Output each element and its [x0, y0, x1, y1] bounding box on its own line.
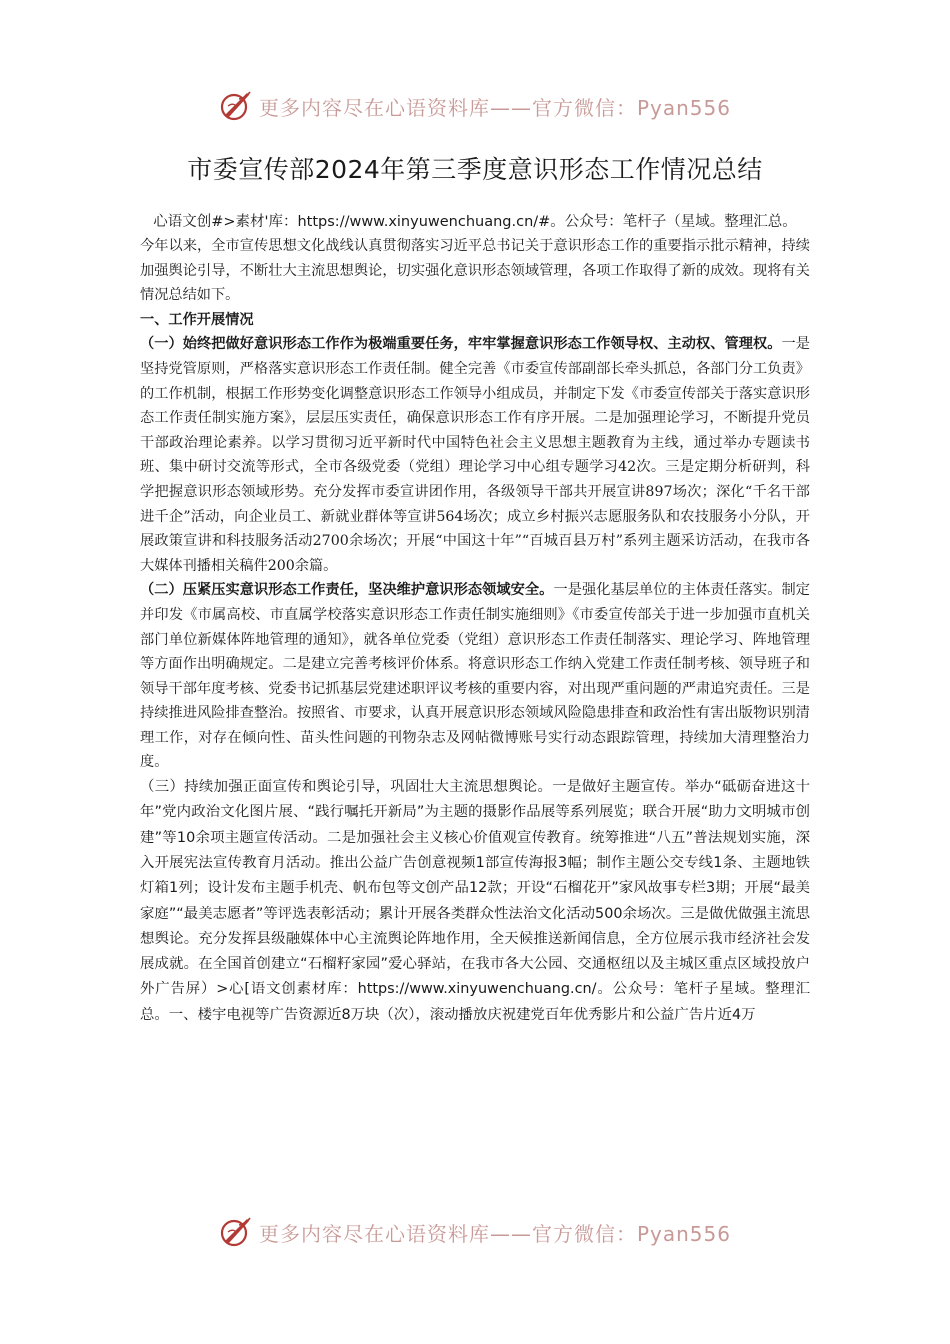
section-heading: 一、工作开展情况: [140, 311, 254, 328]
watermark-text: 更多内容尽在心语资料库——官方微信：Pyan556: [258, 1221, 731, 1246]
document-title: 市委宣传部2024年第三季度意识形态工作情况总结: [187, 155, 763, 184]
paragraph-2-lead: （二）压紧压实意识形态工作责任，坚决维护意识形态领域安全。: [140, 582, 554, 599]
watermark-text: 更多内容尽在心语资料库——官方微信：Pyan556: [258, 95, 731, 120]
paragraph-1-lead: （一）始终把做好意识形态工作作为极端重要任务，牢牢掌握意识形态工作领导权、主动权、管理权。: [140, 336, 782, 353]
paragraph-2-text: 一是强化基层单位的主体责任落实。制定并印发《市属高校、市直属学校落实意识形态工作责任制实施细则》《市委宣传部关于进一步加强市直机关部门单位新媒体阵地管理的通知》，就各单位党委（党组）意识形态工作责任制落实、理论学习、阵地管理等方面作出明确规定。二是建立完善考核评价体系。将意识形态工作纳入党建工作责任制考核、领导班子和领导干部年度考核、党委书记抓基层党建述职评议考核的重要内容，对出现严重问题的严肃追究责任。三是持续推进风险排查整治。按照省、市要求，认真开展意识形态领域风险隐患排查和政治性有害出版物识别清理工作，对存在倾向性、苗头性问题的刊物杂志及网帖微博账号实行动态跟踪管理，持续加大清理整治力度。: [140, 582, 810, 771]
footer-watermark-banner: [0, 1210, 950, 1254]
feather-pen-logo-icon: [219, 1215, 253, 1249]
paragraph-3: （三）持续加强正面宣传和舆论引导，巩固壮大主流思想舆论。一是做好主题宣传。举办“砥砺奋进这十年”党内政治文化图片展、“践行嘱托开新局”为主题的摄影作品展等系列展览；联合开展“助力文明城市创建”等10余项主题宣传活动。二是加强社会主义核心价值观宣传教育。统筹推进“八五”普法规划实施，深入开展宪法宣传教育月活动。推出公益广告创意视频1部宣传海报3幅；制作主题公交专线1条、主题地铁灯箱1列；设计发布主题手机壳、帆布包等文创产品12款；开设“石榴花开”家风故事专栏3期；开展“最美家庭”“最美志愿者”等评选表彰活动；累计开展各类群众性法治文化活动500余场次。三是做优做强主流思想舆论。充分发挥县级融媒体中心主流舆论阵地作用，全天候推送新闻信息，全方位展示我市经济社会发展成就。在全国首创建立“石榴籽家园”爱心驿站，在我市各大公园、交通枢纽以及主城区重点区域投放户外广告屏）>心[语文创素材库：https://www.xinyuwenchuang.cn/。公众号：笔杆子星域。整理汇总。一、楼宇电视等广告资源近8万块（次），滚动播放庆祝建党百年优秀影片和公益广告片近4万: [140, 779, 810, 1023]
paragraph-1: [140, 332, 810, 578]
header-watermark-banner: [0, 84, 950, 128]
feather-pen-logo-icon: [219, 89, 253, 123]
paragraph-1-text: 一是坚持党管原则，严格落实意识形态工作责任制。健全完善《市委宣传部副部长牵头抓总，各部门分工负责》的工作机制，根据工作形势变化调整意识形态工作领导小组成员，并制定下发《市委宣传部关于落实意识形态工作责任制实施方案》，层层压实责任，确保意识形态工作有序开展。二是加强理论学习，不断提升党员干部政治理论素养。以学习贯彻习近平新时代中国特色社会主义思想主题教育为主线，通过举办专题读书班、集中研讨交流等形式，全市各级党委（党组）理论学习中心组专题学习42次。三是定期分析研判，科学把握意识形态领域形势。充分发挥市委宣讲团作用，各级领导干部共开展宣讲897场次；深化“千名干部进千企”活动，向企业员工、新就业群体等宣讲564场次；成立乡村振兴志愿服务队和农技服务小分队，开展政策宣讲和科技服务活动2700余场次；开展“中国这十年”“百城百县万村”系列主题采访活动，在我市各大媒体刊播相关稿件200余篇。: [140, 336, 810, 574]
document-body: [140, 234, 810, 775]
paragraph-2: [140, 578, 810, 775]
intro-paragraph: 今年以来，全市宣传思想文化战线认真贯彻落实习近平总书记关于意识形态工作的重要指示批示精神，持续加强舆论引导，不断壮大主流思想舆论，切实强化意识形态领域管理，各项工作取得了新的成效。现将有关情况总结如下。: [140, 238, 810, 304]
document-page: [140, 150, 810, 1028]
source-note: 心语文创#>素材'库：https://www.xinyuwenchuang.cn/#。公众号：笔杆子（星域。整理汇总。: [153, 214, 797, 230]
